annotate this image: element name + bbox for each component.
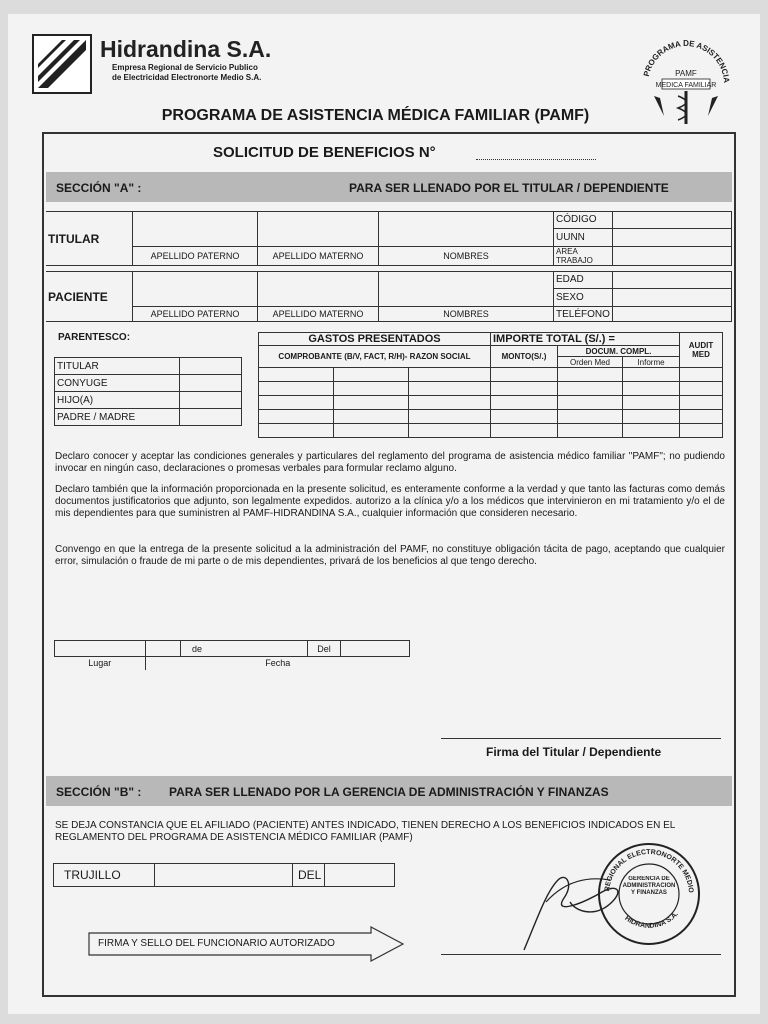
gastos-cell[interactable] (409, 410, 491, 424)
titular-area-label: AREA TRABAJO (554, 247, 613, 266)
caption-nombres: NOMBRES (379, 247, 554, 266)
gastos-cell[interactable] (623, 368, 680, 382)
section-a-description: PARA SER LLENADO POR EL TITULAR / DEPENDIENTE (349, 181, 669, 195)
gastos-cell[interactable] (623, 382, 680, 396)
titular-signature-label: Firma del Titular / Dependiente (486, 745, 662, 759)
titular-label: TITULAR (46, 212, 133, 266)
paciente-telefono-field[interactable] (613, 307, 732, 322)
del-label: DEL (298, 868, 322, 882)
titular-field-values (613, 212, 732, 247)
paciente-field-values (613, 272, 732, 307)
gastos-cell[interactable] (409, 424, 491, 438)
monto-label: MONTO(S/.) (491, 346, 558, 368)
informe-label: Informe (623, 357, 680, 368)
declaration-paragraph-2: Declaro también que la información proporcionada en la presente solicitud, es enteramente conforme a la verdad y que tanto las facturas como demás documentos justificatorios que adjunto, son legalmente expedidos. autorizo a la clínica y/o a los médicos que intervinieron en mi tratamiento y/o el de mis dependientes para que suministren al PAMF-HIDRANDINA S.A., cualquier información que consideren necesario. (55, 484, 725, 519)
place-label: TRUJILLO (64, 868, 121, 882)
paciente-sexo-field[interactable] (613, 289, 731, 306)
section-b-bar (46, 776, 732, 806)
paciente-table (46, 271, 732, 322)
declaration-paragraph-3: Convengo en que la entrega de la presente solicitud a la administración del PAMF, no constituye obligación tácita de pago, aceptando que cualquier error, simulación o fraude de mi parte o de mis dependientes, privará de los beneficios al que tengo derecho. (55, 544, 725, 567)
seal-mid-text: PAMF (675, 69, 697, 78)
paciente-apellido-materno[interactable] (258, 272, 379, 307)
caption-apellido-paterno: APELLIDO PATERNO (133, 307, 258, 322)
gastos-cell[interactable] (558, 382, 623, 396)
section-b-day-month-field[interactable] (154, 864, 292, 886)
gastos-cell[interactable] (334, 382, 409, 396)
parentesco-label: PARENTESCO: (58, 332, 131, 343)
authorized-label: FIRMA Y SELLO DEL FUNCIONARIO AUTORIZADO (98, 938, 335, 949)
caption-apellido-paterno: APELLIDO PATERNO (133, 247, 258, 266)
titular-table (46, 211, 732, 266)
gastos-cell[interactable] (409, 396, 491, 410)
paciente-label: PACIENTE (46, 272, 133, 322)
gastos-cell[interactable] (334, 396, 409, 410)
titular-area-field[interactable] (613, 247, 732, 266)
gastos-cell[interactable] (623, 396, 680, 410)
gastos-table (258, 332, 723, 438)
official-signature-line[interactable] (441, 954, 721, 955)
paciente-nombres[interactable] (379, 272, 554, 307)
gastos-cell[interactable] (334, 410, 409, 424)
paciente-sexo-label: SEXO (556, 292, 584, 303)
gastos-cell[interactable] (334, 424, 409, 438)
gastos-cell[interactable] (623, 424, 680, 438)
stamp-center-text: GERENCIA DE ADMINISTRACION Y FINANZAS (622, 876, 676, 896)
gastos-cell[interactable] (558, 396, 623, 410)
parentesco-conyuge-check[interactable] (180, 375, 242, 392)
gastos-cell[interactable] (259, 410, 334, 424)
caption-apellido-materno: APELLIDO MATERNO (258, 307, 379, 322)
place-date-row (53, 863, 395, 887)
section-a-bar (46, 172, 732, 202)
docum-compl-label: DOCUM. COMPL. (558, 346, 680, 357)
gastos-cell[interactable] (259, 424, 334, 438)
date-place-table (54, 640, 410, 670)
seal-low-text: MEDICA FAMILIAR (655, 82, 717, 89)
gastos-cell[interactable] (558, 368, 623, 382)
importe-total-label: IMPORTE TOTAL (S/.) = (491, 333, 680, 346)
titular-apellido-paterno[interactable] (133, 212, 258, 247)
year-field[interactable] (341, 641, 410, 657)
section-b-label: SECCIÓN "B" : (56, 785, 142, 799)
hidrandina-logo-icon (32, 34, 92, 94)
gastos-cell[interactable] (680, 382, 723, 396)
document-page (8, 14, 760, 1014)
month-field[interactable] (213, 641, 308, 657)
gastos-cell[interactable] (623, 410, 680, 424)
gastos-cell[interactable] (491, 382, 558, 396)
parentesco-titular-check[interactable] (180, 358, 242, 375)
gastos-cell[interactable] (409, 382, 491, 396)
titular-uunn-field[interactable] (613, 229, 731, 246)
stamp-bottom-text: HIDRANDINA S.A. (623, 910, 680, 930)
gastos-cell[interactable] (409, 368, 491, 382)
gastos-cell[interactable] (680, 424, 723, 438)
gastos-title: GASTOS PRESENTADOS (259, 333, 491, 346)
section-b-text: SE DEJA CONSTANCIA QUE EL AFILIADO (PACIENTE) ANTES INDICADO, TIENEN DERECHO A LOS BENEFICIOS INDICADOS EN EL REGLAMENTO DEL PROGRAMA DE ASISTENCIA MÉDICO FAMILIAR (PAMF) (55, 820, 675, 843)
section-b-description: PARA SER LLENADO POR LA GERENCIA DE ADMINISTRACIÓN Y FINANZAS (169, 785, 609, 799)
orden-med-label: Orden Med (558, 357, 623, 368)
gastos-cell[interactable] (680, 368, 723, 382)
lugar-caption: Lugar (55, 657, 146, 670)
gastos-cell[interactable] (491, 368, 558, 382)
titular-apellido-materno[interactable] (258, 212, 379, 247)
gastos-cell[interactable] (491, 396, 558, 410)
titular-field-labels (554, 212, 613, 247)
gastos-cell[interactable] (680, 396, 723, 410)
titular-nombres[interactable] (379, 212, 554, 247)
gastos-cell[interactable] (259, 396, 334, 410)
gastos-cell[interactable] (558, 424, 623, 438)
paciente-edad-label: EDAD (554, 272, 612, 289)
parentesco-padre-madre-check[interactable] (180, 409, 242, 426)
company-subtitle (112, 63, 372, 83)
seal-top-text: PROGRAMA DE ASISTENCIA (641, 38, 732, 84)
stamp-ring-text: REGIONAL ELECTRONORTE MEDIO (604, 848, 695, 894)
handwritten-signature-icon (516, 862, 636, 954)
gastos-cell[interactable] (334, 368, 409, 382)
parentesco-titular: TITULAR (55, 358, 180, 375)
company-subtitle-line1: Empresa Regional de Servicio Publico (112, 63, 258, 72)
titular-signature-line[interactable] (441, 738, 721, 739)
comprobante-label: COMPROBANTE (B/V, FACT, R/H)- RAZON SOCIAL (259, 346, 491, 368)
gastos-cell[interactable] (558, 410, 623, 424)
gastos-cell[interactable] (259, 382, 334, 396)
section-a-label: SECCIÓN "A" : (56, 181, 142, 195)
declaration-paragraph-1: Declaro conocer y aceptar las condiciones generales y particulares del reglamento del programa de asistencia médico familiar "PAMF"; no pudiendo invocar en ningún caso, declaraciones o promesas verbales para formular reclamo alguno. (55, 451, 725, 474)
gastos-cell[interactable] (680, 410, 723, 424)
parentesco-padre-madre: PADRE / MADRE (55, 409, 180, 426)
section-b-year-field[interactable] (325, 864, 393, 886)
paciente-edad-field[interactable] (613, 272, 731, 289)
caption-nombres: NOMBRES (379, 307, 554, 322)
parentesco-hijo-check[interactable] (180, 392, 242, 409)
titular-codigo-label: CÓDIGO (554, 212, 612, 229)
authorized-arrow (88, 926, 408, 962)
day-field[interactable] (146, 641, 181, 657)
program-title: PROGRAMA DE ASISTENCIA MÉDICA FAMILIAR (PAMF) (161, 107, 590, 124)
caption-apellido-materno: APELLIDO MATERNO (258, 247, 379, 266)
form-title: SOLICITUD DE BENEFICIOS N° (213, 144, 436, 161)
gastos-cell[interactable] (491, 424, 558, 438)
parentesco-hijo: HIJO(A) (55, 392, 180, 409)
titular-uunn-label: UUNN (556, 232, 585, 243)
form-number-field[interactable] (476, 159, 596, 160)
gastos-cell[interactable] (259, 368, 334, 382)
paciente-telefono-label: TELÉFONO (554, 307, 613, 322)
titular-codigo-field[interactable] (613, 212, 731, 229)
parentesco-conyuge: CONYUGE (55, 375, 180, 392)
parentesco-table (54, 357, 242, 426)
date-de-label: de (181, 641, 214, 657)
audit-med-label: AUDIT MED (680, 333, 723, 368)
paciente-apellido-paterno[interactable] (133, 272, 258, 307)
lugar-field[interactable] (55, 641, 146, 657)
fecha-caption: Fecha (265, 658, 291, 669)
date-del-label: Del (308, 641, 341, 657)
gastos-cell[interactable] (491, 410, 558, 424)
company-subtitle-line2: de Electricidad Electronorte Medio S.A. (112, 73, 262, 82)
company-name: Hidrandina S.A. (100, 36, 272, 62)
paciente-field-labels (554, 272, 613, 307)
